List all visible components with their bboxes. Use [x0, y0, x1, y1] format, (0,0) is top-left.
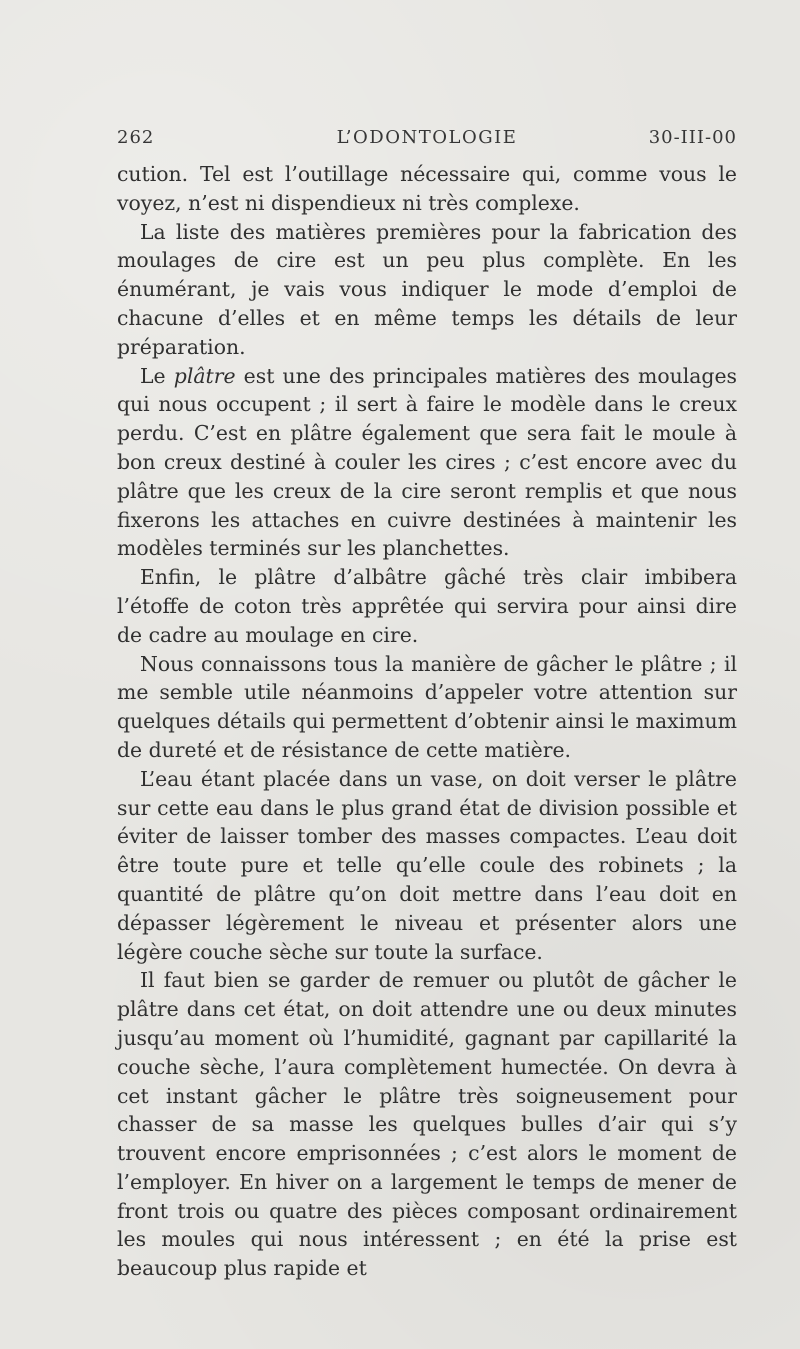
- page-header: [117, 127, 737, 153]
- main-text: [117, 160, 737, 1283]
- paragraph-7: Il faut bien se garder de remuer ou plutôt de gâcher le plâtre dans cet état, on doit attendre une ou deux minutes jusqu’au moment où l’humidité, gagnant par capillarité la couche sèche, l’aura complètement humectée. On devra à cet instant gâcher le plâtre très soigneusement pour chasser de sa masse les quelques bulles d’air qui s’y trouvent encore emprisonnées ; c’est alors le moment de l’employer. En hiver on a largement le temps de mener de front trois ou quatre des pièces composant ordinairement les moules qui nous intéressent ; en été la prise est beaucoup plus rapide et: [117, 968, 737, 1281]
- paragraph-3-rest: est une des principales matières des moulages qui nous occupent ; il sert à faire le modèle dans le creux perdu. C’est en plâtre également que sera fait le moule à bon creux destiné à couler les cires ; c’est encore avec du plâtre que les creux de la cire seront remplis et que nous fixerons les attaches en cuivre destinées à maintenir les modèles terminés sur les planchettes.: [117, 363, 737, 561]
- issue-date: 30-III-00: [648, 127, 737, 148]
- paragraph-3-lead: Le: [140, 363, 174, 388]
- page-number: 262: [117, 127, 155, 148]
- paragraph-1: cution. Tel est l’outillage nécessaire qui, comme vous le voyez, n’est ni dispendieux ni très complexe.: [117, 162, 737, 215]
- journal-title: L’ODONTOLOGIE: [336, 127, 518, 148]
- paragraph-6: L’eau étant placée dans un vase, on doit verser le plâtre sur cette eau dans le plus grand état de division possible et éviter de laisser tomber des masses compactes. L’eau doit être toute pure et telle qu’elle coule des robinets ; la quantité de plâtre qu’on doit mettre dans l’eau doit en dépasser légèrement le niveau et présenter alors une légère couche sèche sur toute la surface.: [117, 766, 737, 964]
- plaster-term: plâtre: [173, 363, 236, 388]
- paragraph-2: La liste des matières premières pour la fabrication des moulages de cire est un peu plus complète. En les énumérant, je vais vous indiquer le mode d’emploi de chacune d’elles et en même temps les détails de leur préparation.: [117, 219, 737, 359]
- paragraph-4: Enfin, le plâtre d’albâtre gâché très clair imbibera l’étoffe de coton très apprêtée qui servira pour ainsi dire de cadre au moulage en cire.: [117, 565, 737, 647]
- paragraph-5: Nous connaissons tous la manière de gâcher le plâtre ; il me semble utile néanmoins d’appeler votre attention sur quelques détails qui permettent d’obtenir ainsi le maximum de dureté et de résistance de cette matière.: [117, 651, 737, 762]
- paragraph-3: [117, 362, 737, 564]
